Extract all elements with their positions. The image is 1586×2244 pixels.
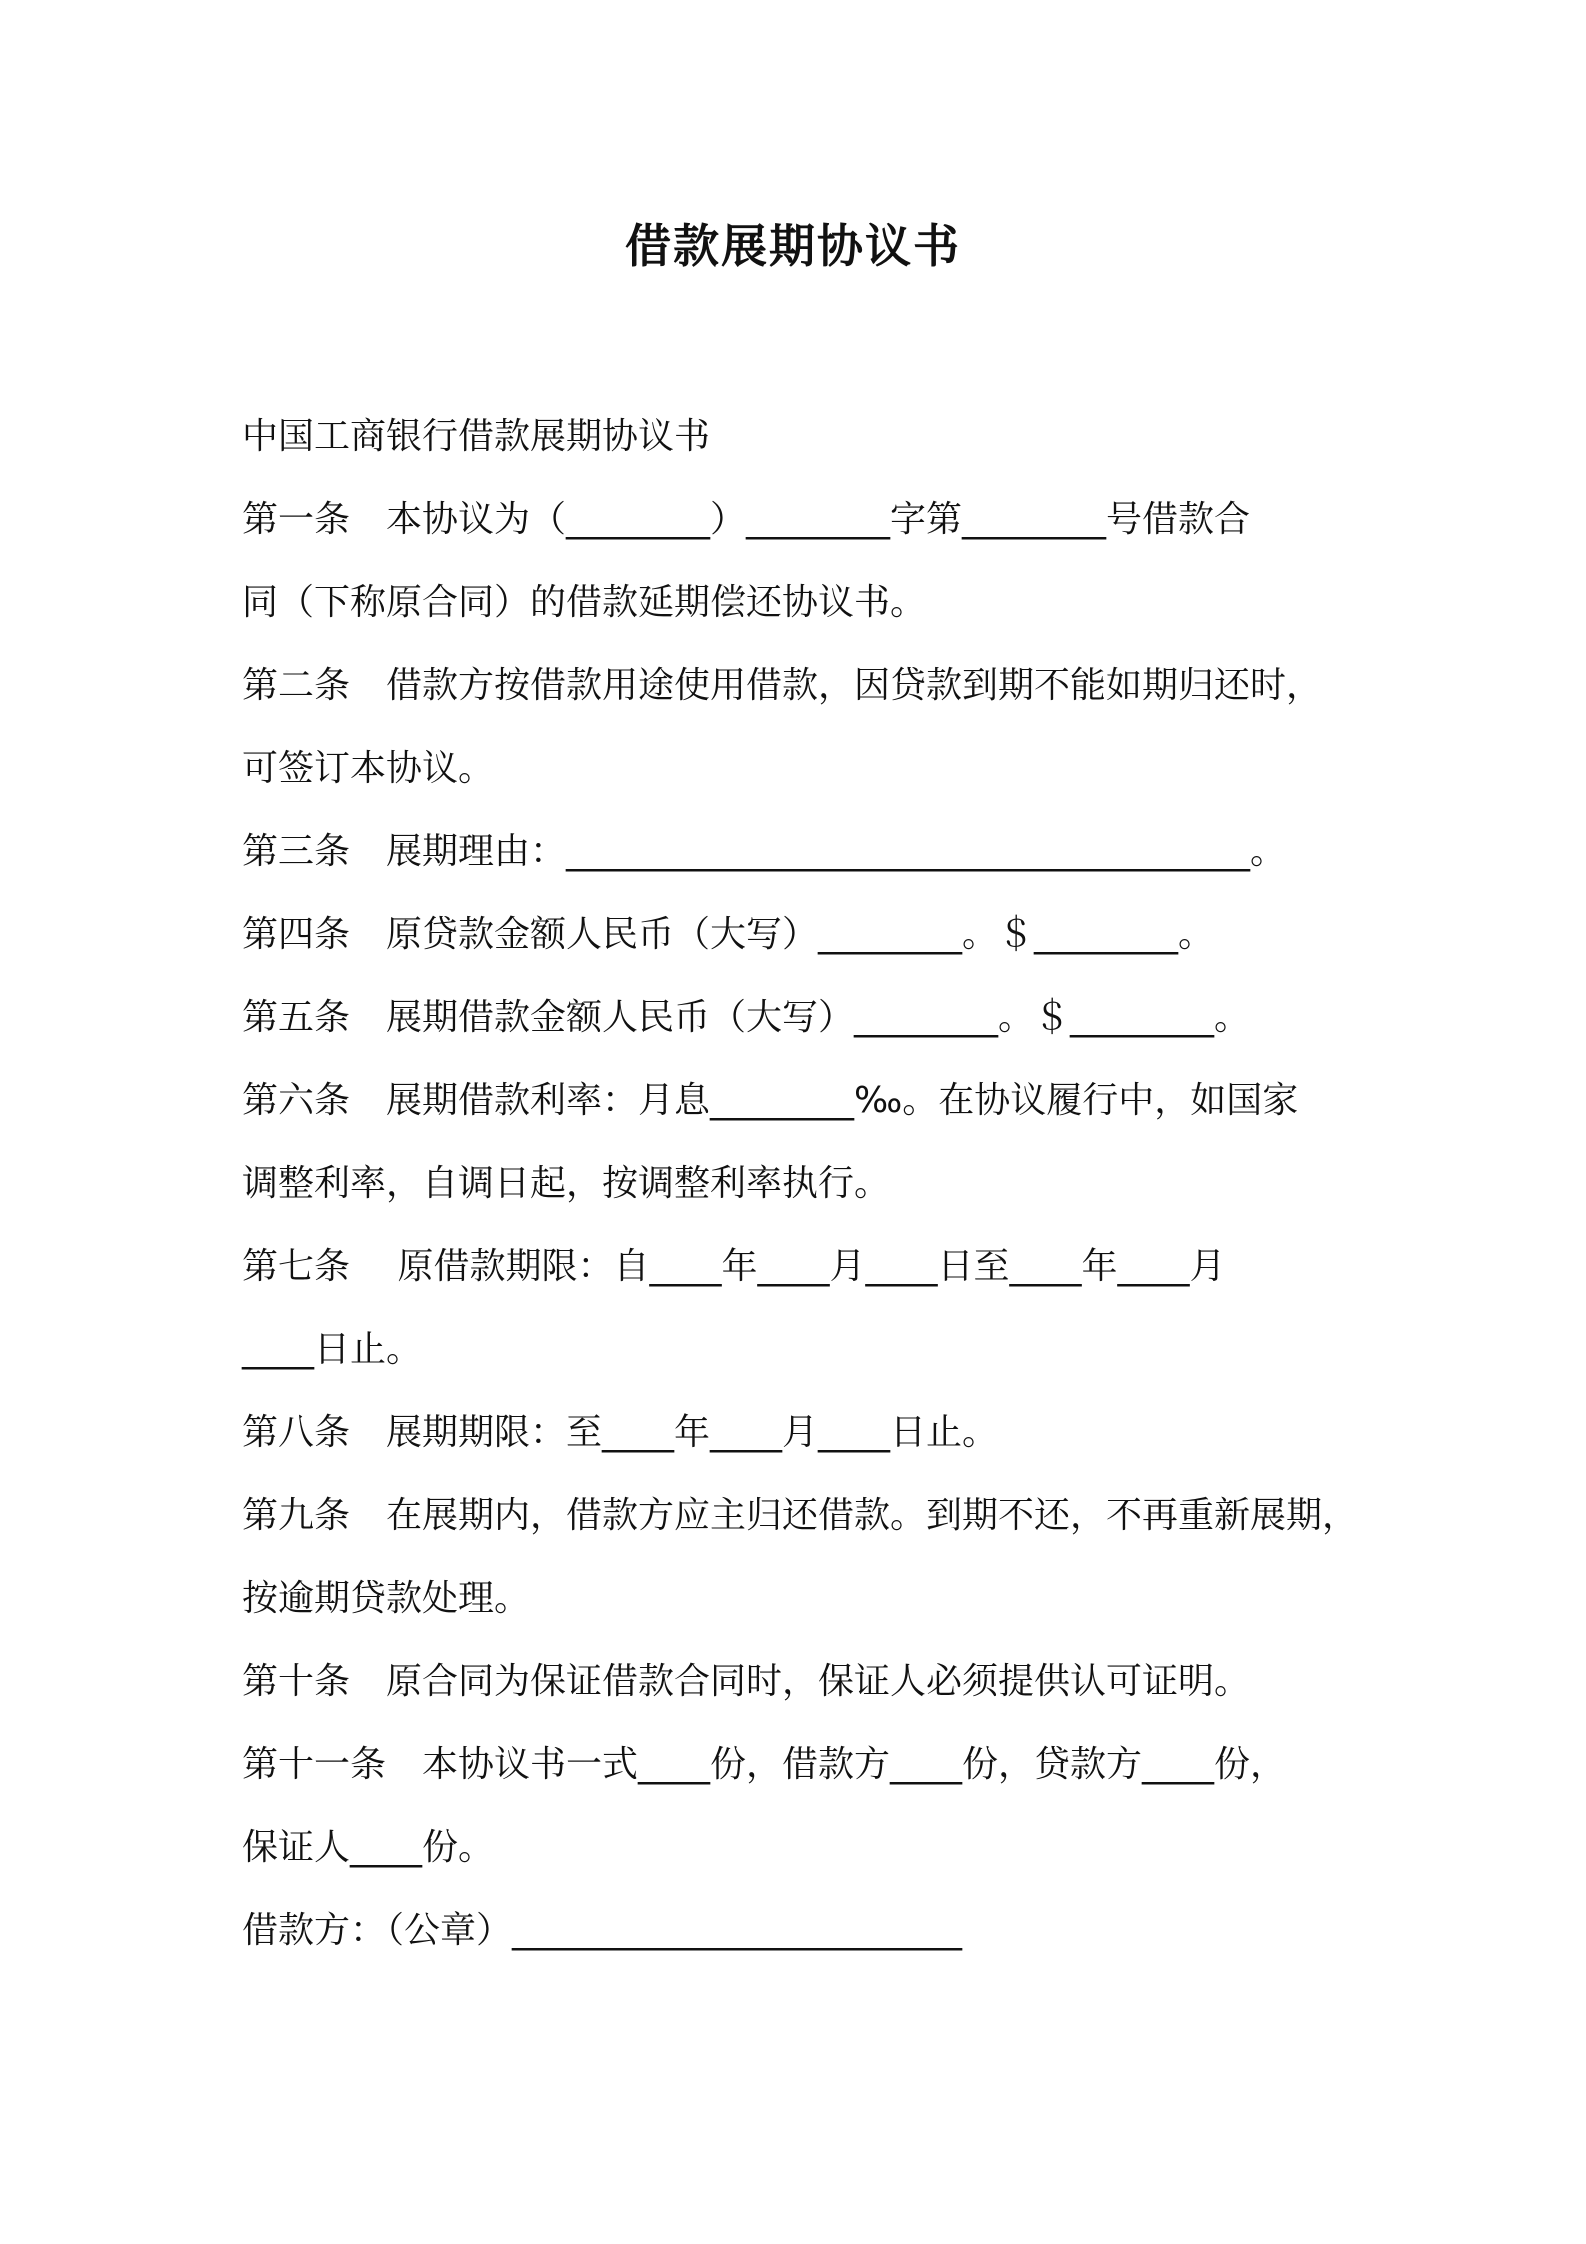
doc-line-article-10: 第十条 原合同为保证借款合同时，保证人必须提供认可证明。 xyxy=(242,1661,1251,1702)
doc-line-article-7: 第七条 原借款期限：自____年____月____日至____年____月 xyxy=(242,1246,1226,1287)
doc-line-article-5: 第五条 展期借款金额人民币（大写）________。＄________。 xyxy=(242,997,1251,1038)
doc-line-borrower-signature: 借款方：（公章）_________________________ xyxy=(242,1910,963,1951)
doc-line-article-4: 第四条 原贷款金额人民币（大写）________。＄________。 xyxy=(242,914,1215,955)
doc-line-article-11: 第十一条 本协议书一式____份，借款方____份，贷款方____份， xyxy=(242,1744,1287,1785)
doc-line-article-2: 第二条 借款方按借款用途使用借款，因贷款到期不能如期归还时， xyxy=(242,665,1323,706)
document-title: 借款展期协议书 xyxy=(625,219,961,273)
doc-line-article-9: 第九条 在展期内，借款方应主归还借款。到期不还，不再重新展期， xyxy=(242,1495,1359,1536)
doc-line-article-6-cont: 调整利率，自调日起，按调整利率执行。 xyxy=(242,1163,891,1204)
doc-line-heading: 中国工商银行借款展期协议书 xyxy=(242,416,711,457)
doc-line-article-2-cont: 可签订本协议。 xyxy=(242,748,495,789)
doc-line-article-11-cont: 保证人____份。 xyxy=(242,1827,495,1868)
doc-line-article-7-cont: ____日止。 xyxy=(242,1329,423,1370)
doc-line-article-1-cont: 同（下称原合同）的借款延期偿还协议书。 xyxy=(242,582,927,623)
doc-line-article-9-cont: 按逾期贷款处理。 xyxy=(242,1578,531,1619)
doc-line-article-1: 第一条 本协议为（________）________字第________号借款合 xyxy=(242,499,1251,540)
doc-line-article-3: 第三条 展期理由：______________________________________。 xyxy=(242,831,1287,872)
doc-line-article-6: 第六条 展期借款利率：月息________‰。在协议履行中，如国家 xyxy=(242,1080,1299,1121)
doc-line-article-8: 第八条 展期期限：至____年____月____日止。 xyxy=(242,1412,999,1453)
